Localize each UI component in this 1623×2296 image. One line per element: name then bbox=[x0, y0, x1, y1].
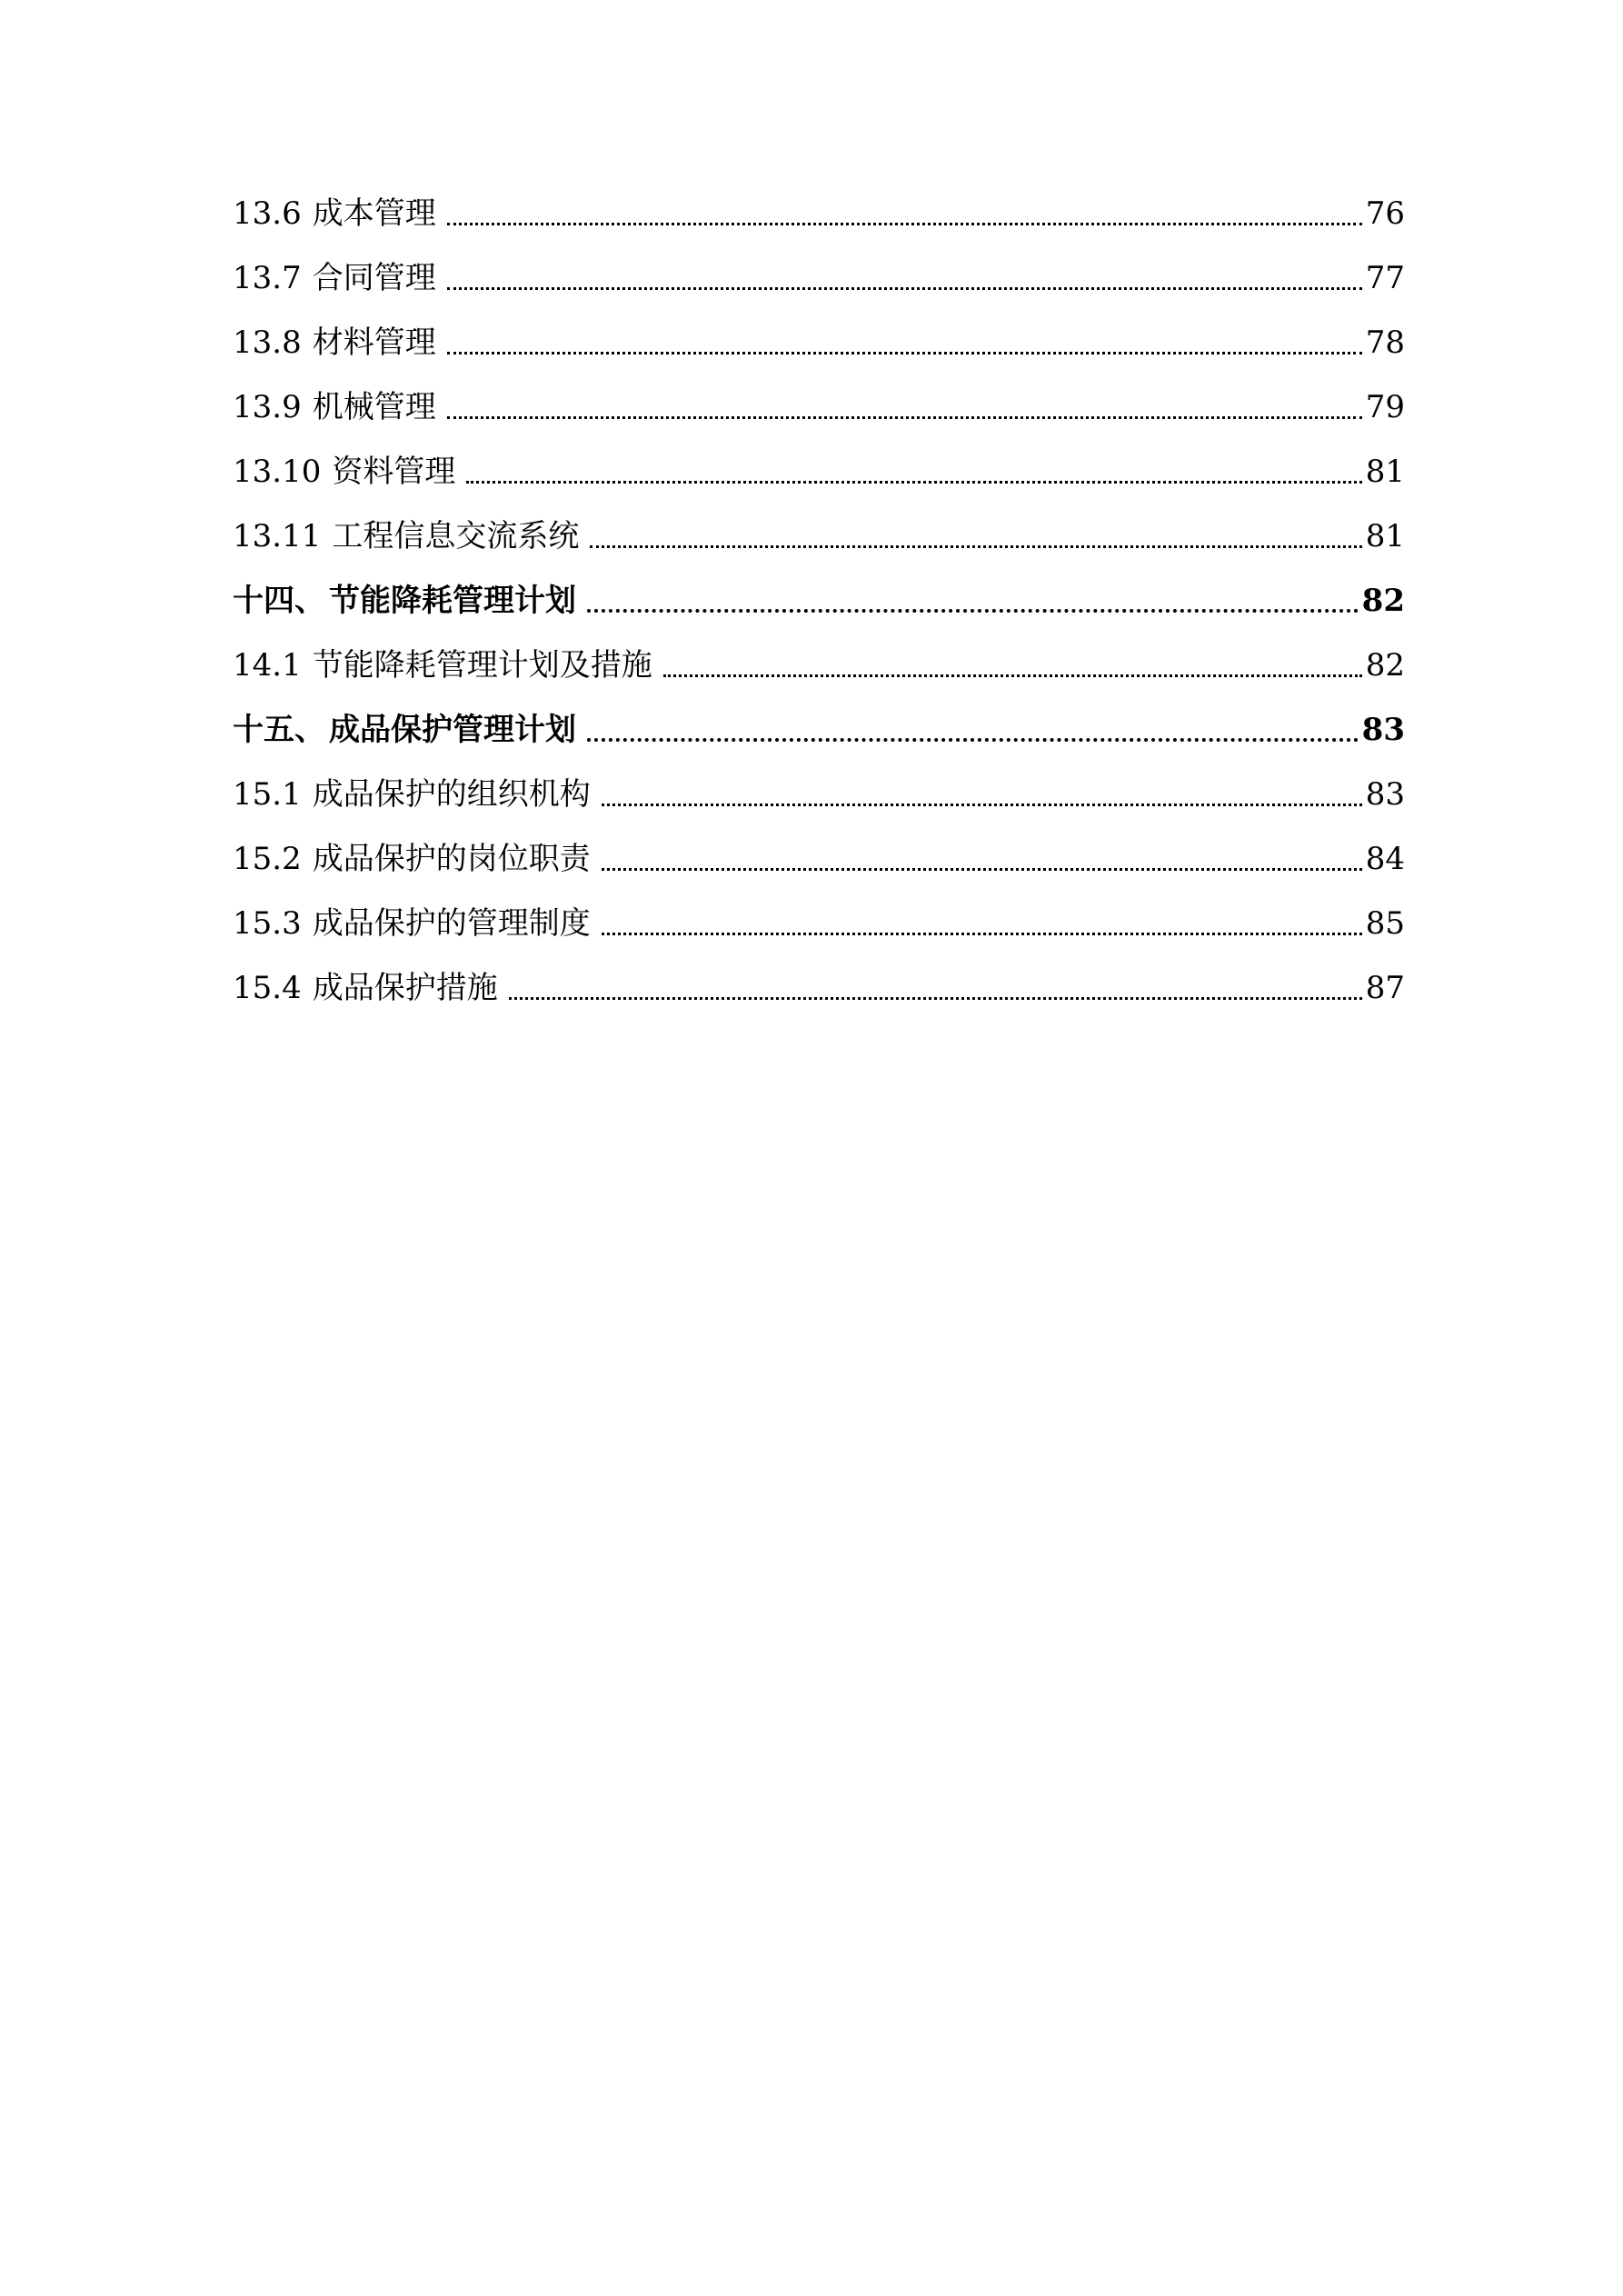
toc-chapter-number: 十四、 bbox=[233, 583, 325, 619]
toc-entry-number: 15.1 bbox=[233, 776, 302, 813]
dot-leader bbox=[447, 416, 1362, 419]
toc-entry-page: 79 bbox=[1365, 389, 1405, 425]
toc-entry-number: 15.2 bbox=[233, 841, 302, 877]
toc-entry[interactable] bbox=[233, 298, 1405, 363]
dot-leader bbox=[447, 223, 1362, 225]
toc-entry-page: 82 bbox=[1365, 647, 1405, 684]
toc-entry[interactable] bbox=[233, 879, 1405, 943]
toc-chapter-page: 82 bbox=[1361, 583, 1405, 619]
dot-leader bbox=[509, 997, 1362, 1000]
toc-entry-page: 87 bbox=[1365, 970, 1405, 1006]
toc-entry-page: 84 bbox=[1365, 841, 1405, 877]
toc-entry-page: 85 bbox=[1365, 905, 1405, 942]
toc-entry-title: 成品保护的管理制度 bbox=[312, 905, 591, 942]
toc-chapter-page: 83 bbox=[1361, 712, 1405, 748]
toc-entry[interactable] bbox=[233, 169, 1405, 234]
dot-leader bbox=[663, 674, 1362, 677]
table-of-contents bbox=[233, 169, 1405, 1008]
toc-entry[interactable] bbox=[233, 363, 1405, 427]
toc-entry-title: 工程信息交流系统 bbox=[332, 518, 580, 554]
toc-entry[interactable] bbox=[233, 427, 1405, 492]
toc-entry-title: 成品保护的岗位职责 bbox=[312, 841, 591, 877]
toc-entry[interactable] bbox=[233, 943, 1405, 1008]
toc-entry-page: 81 bbox=[1365, 518, 1405, 554]
toc-entry-title: 资料管理 bbox=[332, 454, 456, 490]
toc-entry-number: 15.3 bbox=[233, 905, 302, 942]
toc-entry-number: 13.7 bbox=[233, 260, 302, 296]
dot-leader bbox=[602, 933, 1362, 935]
toc-entry-title: 材料管理 bbox=[312, 324, 436, 361]
toc-entry[interactable] bbox=[233, 750, 1405, 814]
toc-entry-title: 成品保护的组织机构 bbox=[312, 776, 591, 813]
toc-entry-number: 13.11 bbox=[233, 518, 322, 554]
toc-entry-number: 15.4 bbox=[233, 970, 302, 1006]
toc-entry-title: 机械管理 bbox=[312, 389, 436, 425]
dot-leader bbox=[602, 804, 1362, 806]
toc-chapter-entry[interactable] bbox=[233, 556, 1405, 621]
toc-entry-page: 76 bbox=[1365, 195, 1405, 232]
toc-entry-title: 节能降耗管理计划及措施 bbox=[312, 647, 652, 684]
toc-entry-title: 成品保护措施 bbox=[312, 970, 498, 1006]
toc-entry-page: 81 bbox=[1365, 454, 1405, 490]
toc-entry[interactable] bbox=[233, 621, 1405, 685]
dot-leader bbox=[466, 481, 1361, 484]
toc-chapter-title: 节能降耗管理计划 bbox=[329, 583, 576, 619]
dot-leader bbox=[447, 352, 1362, 354]
toc-chapter-title: 成品保护管理计划 bbox=[329, 712, 576, 748]
toc-entry[interactable] bbox=[233, 492, 1405, 556]
dot-leader bbox=[590, 545, 1361, 548]
toc-chapter-number: 十五、 bbox=[233, 712, 325, 748]
toc-entry-page: 77 bbox=[1365, 260, 1405, 296]
toc-entry[interactable] bbox=[233, 234, 1405, 298]
toc-entry[interactable] bbox=[233, 814, 1405, 879]
dot-leader bbox=[587, 738, 1359, 742]
toc-entry-page: 83 bbox=[1365, 776, 1405, 813]
toc-entry-title: 合同管理 bbox=[312, 260, 436, 296]
toc-entry-number: 14.1 bbox=[233, 647, 302, 684]
toc-entry-page: 78 bbox=[1365, 324, 1405, 361]
toc-entry-title: 成本管理 bbox=[312, 195, 436, 232]
toc-entry-number: 13.9 bbox=[233, 389, 302, 425]
toc-entry-number: 13.8 bbox=[233, 324, 302, 361]
dot-leader bbox=[602, 868, 1362, 871]
toc-entry-number: 13.10 bbox=[233, 454, 322, 490]
toc-entry-number: 13.6 bbox=[233, 195, 302, 232]
toc-chapter-entry[interactable] bbox=[233, 685, 1405, 750]
dot-leader bbox=[587, 609, 1359, 613]
dot-leader bbox=[447, 287, 1362, 290]
